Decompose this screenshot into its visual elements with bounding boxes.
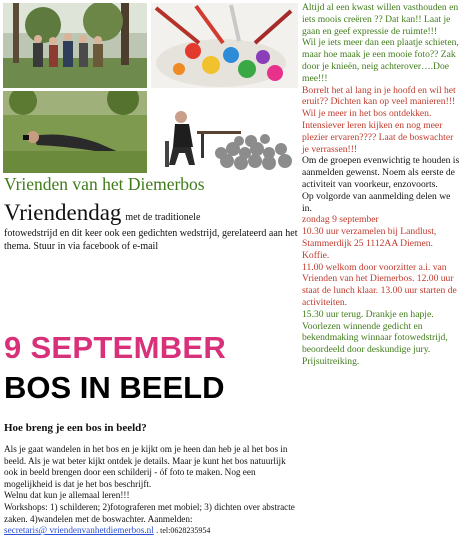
photo-workshop-text: Wil je iets meer dan een plaatje schieten, maar hoe maak je een mooie foto?? Zak door je knieën, neig achterover….Doe mee!!! bbox=[302, 37, 459, 84]
day-subtitle: met de traditionele bbox=[125, 212, 201, 223]
program-welcome: 11.00 welkom door voorzitter a.i. van Vrienden van het Diemerbos. 12.00 uur staat de lunch klaar. 13.00 uur starten de activiteiten. bbox=[302, 261, 457, 308]
registration-note: Om de groepen evenwichtig te houden is aanmelden gewenst. Noem als eerste de activiteit van voorkeur, enzovoorts. bbox=[302, 155, 460, 190]
photo-forest-group bbox=[3, 3, 147, 88]
program-closing: 15.30 uur terug. Drankje en hapje. Voorlezen winnende gedicht en bekendmaking winnaar fotowedstrijd, beoordeeld door deskundige jury. Prijsuitreiking. bbox=[302, 308, 448, 367]
photo-writer-stones bbox=[151, 91, 298, 173]
photo-photographer-grass bbox=[3, 91, 147, 173]
painting-workshop-text: Altijd al een kwast willen vasthouden en iets moois creëren ?? Dat kan!! Laat je gaan en geef expressie de ruimte!!! bbox=[302, 2, 459, 37]
org-name: Vrienden van het Diemerbos bbox=[4, 174, 205, 194]
email-link[interactable]: secretaris@ vriendenvanhetdiemerbos.nl bbox=[4, 525, 154, 536]
poetry-workshop-text: Borrelt het al lang in je hoofd en wil het eruit?? Dichten kan op veel manieren!!! bbox=[302, 84, 456, 108]
date-heading: 9 SEPTEMBER bbox=[4, 330, 227, 365]
ranger-workshop-text: Wil je meer in het bos ontdekken. Intensiever leren kijken en nog meer plezier ervaren???? Laat de boswachter je verrassen!!! bbox=[302, 108, 454, 155]
phone-number: . tel:0628235954 bbox=[156, 526, 211, 536]
description-paragraph: Als je gaat wandelen in het bos en je kijkt om je heen dan heb je al het bos in beeld. Als je wat beter kijkt ontdek je details. Maar je kunt het bos natuurlijk ook in beeld brengen door een schilderij - óf foto te maken. Nog een mogelijkheid is dat je het bos beschrijft. bbox=[4, 444, 288, 489]
day-text: fotowedstrijd en dit keer ook een gedichten wedstrijd, gerelateerd aan het thema. Stuur in via facebook of e-mail bbox=[4, 228, 298, 252]
theme-heading: BOS IN BEELD bbox=[4, 370, 225, 405]
allocation-note: Op volgorde van aanmelding delen we in. bbox=[302, 190, 451, 214]
workshops-text: Workshops: 1) schilderen; 2)fotograferen met mobiel; 3) dichten over abstracte zaken. 4)wandelen met de boswachter. Aanmelden: bbox=[4, 501, 295, 524]
program-column bbox=[302, 2, 462, 368]
encouragement-line: Welnu dat kun je allemaal leren!!! bbox=[4, 490, 130, 501]
description-body bbox=[4, 444, 300, 537]
vriendendag-block bbox=[4, 200, 300, 253]
program-date: zondag 9 september bbox=[302, 214, 379, 226]
workshops-paragraph bbox=[4, 502, 300, 537]
question-heading: Hoe breng je een bos in beeld? bbox=[4, 422, 147, 434]
day-title: Vriendendag bbox=[4, 200, 122, 225]
photo-paint-palette bbox=[151, 3, 298, 88]
program-meeting: 10.30 uur verzamelen bij Landlust, Stammerdijk 25 1112AA Diemen. Koffie. bbox=[302, 226, 437, 261]
